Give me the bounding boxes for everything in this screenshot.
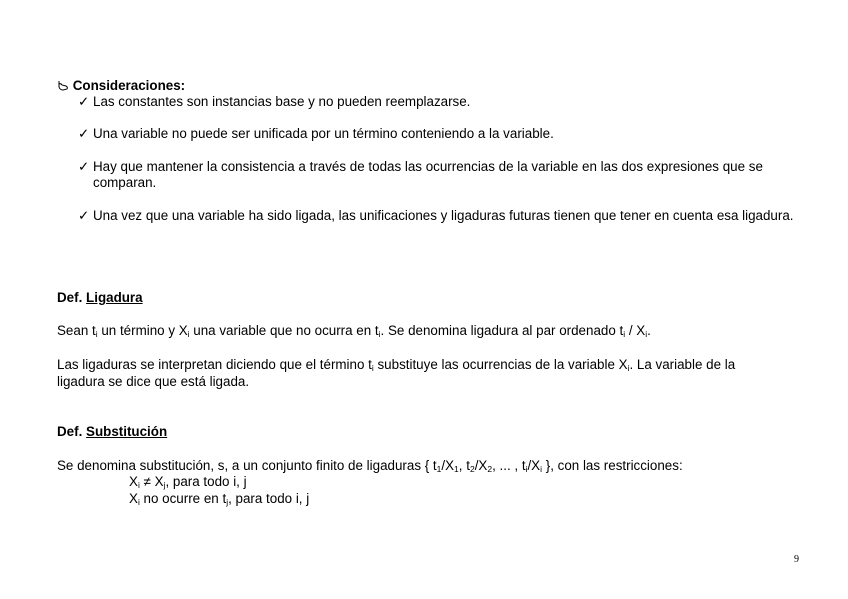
check-icon: ✓ [78, 208, 90, 223]
list-item-text: Hay que mantener la consistencia a través de todas las ocurrencias de la variable en las dos expresiones que se comparan. [93, 159, 763, 190]
restriction-1: $X_i \ne X_j$, para todo i, j [129, 474, 247, 490]
substitucion-intro: Se denomina substitución, s, a un conjunto finito de ligaduras { $t_1/X_1$, $t_2/X_2$, ... , $t_i/X_i$ }, con las restricciones: [57, 458, 683, 474]
pointing-hand-icon [57, 78, 73, 93]
considerations-heading [57, 78, 185, 94]
list-item-text: Las constantes son instancias base y no pueden reemplazarse. [93, 94, 471, 109]
list-item [78, 126, 808, 142]
def-prefix: Def. [57, 424, 83, 439]
ligadura-paragraph-1: Sean $t_i$ un término y $X_i$ una variable que no ocurra en $t_i$. Se denomina ligadura al par ordenado $t_i / X_i$. [57, 323, 651, 339]
list-item-text: Una variable no puede ser unificada por un término conteniendo a la variable. [93, 126, 554, 141]
restriction-2: $X_i$ no ocurre en $t_j$, para todo i, j [129, 491, 310, 507]
def-prefix: Def. [57, 290, 83, 305]
list-item [78, 159, 808, 191]
page-number: 9 [794, 554, 799, 565]
ligadura-title: Ligadura [86, 290, 143, 305]
list-item [78, 94, 808, 110]
list-item [78, 208, 808, 224]
substitucion-heading [57, 424, 167, 440]
ligadura-paragraph-2-line2: ligadura se dice que está ligada. [57, 374, 250, 389]
check-icon: ✓ [78, 94, 90, 109]
list-item-text: Una vez que una variable ha sido ligada, las unificaciones y ligaduras futuras tienen que tener en cuenta esa ligadura. [93, 208, 794, 223]
check-icon: ✓ [78, 159, 90, 174]
check-icon: ✓ [78, 126, 90, 141]
ligadura-heading [57, 290, 143, 306]
substitucion-title: Substitución [86, 424, 168, 439]
ligadura-paragraph-2: Las ligaduras se interpretan diciendo que el término $t_i$ substituye las ocurrencias de la variable $X_i$. La variable de la [57, 357, 736, 373]
considerations-title: Consideraciones: [72, 78, 186, 93]
